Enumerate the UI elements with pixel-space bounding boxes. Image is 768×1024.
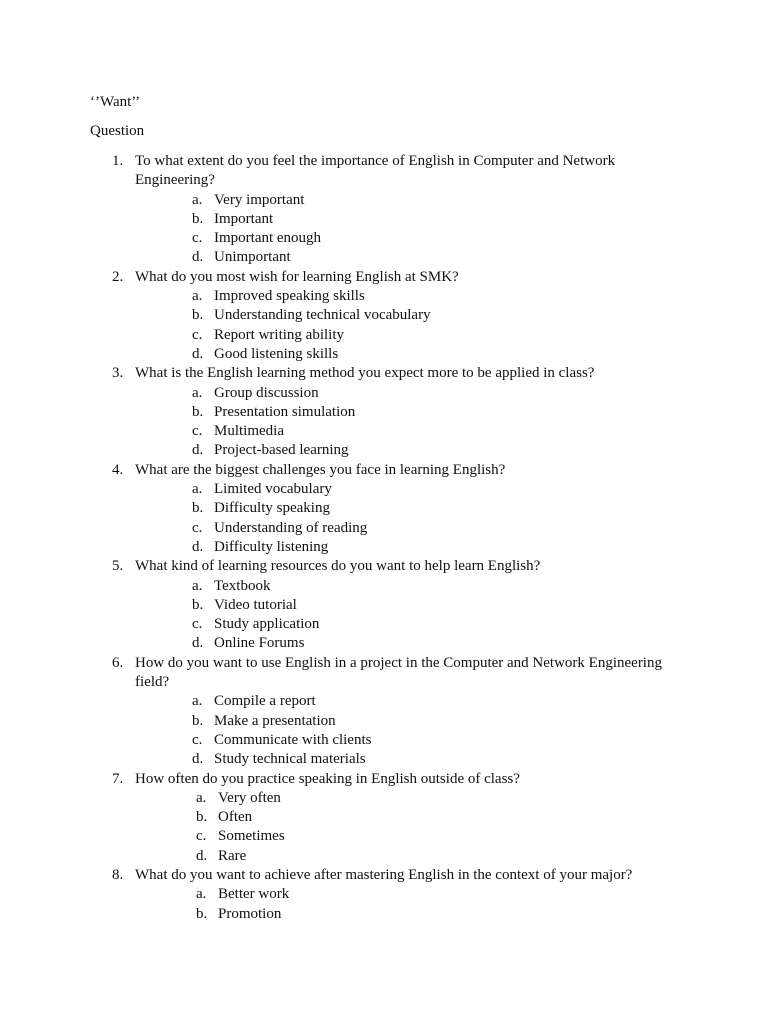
option-text: Better work: [218, 886, 290, 903]
question-item: [0, 654, 768, 770]
option-text: Difficulty listening: [214, 538, 329, 555]
question-line: [0, 461, 768, 480]
answer-option: [0, 577, 768, 596]
option-text: Very often: [218, 789, 281, 806]
question-line: [0, 866, 768, 885]
option-text: Very important: [214, 191, 305, 208]
answer-option: [0, 634, 768, 653]
question-item: [0, 461, 768, 557]
option-text: Report writing ability: [214, 326, 344, 343]
option-text: Video tutorial: [214, 596, 297, 613]
option-text: Compile a report: [214, 693, 316, 710]
option-letter: c.: [192, 326, 203, 343]
question-text: What do you most wish for learning English at SMK?: [135, 268, 459, 285]
option-letter: b.: [192, 403, 204, 420]
question-line: [0, 152, 768, 191]
option-list: [0, 191, 768, 268]
option-text: Important enough: [214, 230, 322, 247]
question-text: What is the English learning method you expect more to be applied in class?: [135, 365, 595, 382]
question-number: 2.: [112, 268, 124, 285]
option-text: Good listening skills: [214, 345, 339, 362]
question-number: 5.: [112, 558, 124, 575]
question-number: 3.: [112, 365, 124, 382]
answer-option: [0, 731, 768, 750]
option-letter: b.: [196, 905, 208, 922]
question-item: [0, 557, 768, 653]
option-letter: a.: [192, 384, 203, 401]
answer-option: [0, 750, 768, 769]
option-letter: a.: [192, 191, 203, 208]
option-list: [0, 885, 768, 924]
answer-option: [0, 808, 768, 827]
option-list: [0, 692, 768, 769]
option-letter: b.: [192, 712, 204, 729]
question-text: How do you want to use English in a project in the Computer and Network Engineering field?: [135, 654, 662, 691]
question-text: How often do you practice speaking in English outside of class?: [135, 770, 520, 787]
question-item: [0, 152, 768, 268]
answer-option: [0, 827, 768, 846]
option-letter: a.: [192, 577, 203, 594]
answer-option: [0, 441, 768, 460]
option-text: Communicate with clients: [214, 731, 372, 748]
option-text: Unimportant: [214, 249, 291, 266]
option-text: Sometimes: [218, 828, 285, 845]
answer-option: [0, 248, 768, 267]
option-text: Rare: [218, 847, 247, 864]
question-item: [0, 770, 768, 866]
option-letter: b.: [192, 307, 204, 324]
answer-option: [0, 287, 768, 306]
question-line: [0, 654, 768, 693]
option-letter: c.: [192, 616, 203, 633]
answer-option: [0, 789, 768, 808]
answer-option: [0, 326, 768, 345]
question-number: 8.: [112, 866, 124, 883]
question-line: [0, 770, 768, 789]
option-text: Textbook: [214, 577, 271, 594]
answer-option: [0, 403, 768, 422]
section-heading: Question: [90, 123, 145, 139]
option-letter: a.: [192, 693, 203, 710]
option-list: [0, 287, 768, 364]
question-item: [0, 866, 768, 924]
question-text: To what extent do you feel the importance of English in Computer and Network Engineering?: [135, 153, 616, 189]
document-title: ‘’Want’’: [90, 94, 141, 110]
option-list: [0, 384, 768, 461]
option-text: Presentation simulation: [214, 403, 356, 420]
option-text: Limited vocabulary: [214, 481, 332, 498]
answer-option: [0, 422, 768, 441]
answer-option: [0, 692, 768, 711]
option-letter: d.: [192, 751, 204, 768]
question-line: [0, 364, 768, 383]
option-letter: c.: [196, 828, 207, 845]
option-text: Understanding technical vocabulary: [214, 307, 431, 324]
answer-option: [0, 480, 768, 499]
option-letter: d.: [192, 249, 204, 266]
option-list: [0, 480, 768, 557]
option-text: Study technical materials: [214, 751, 366, 768]
answer-option: [0, 615, 768, 634]
option-letter: d.: [192, 345, 204, 362]
question-text: What are the biggest challenges you face in learning English?: [135, 461, 506, 478]
option-letter: c.: [192, 423, 203, 440]
answer-option: [0, 905, 768, 924]
option-list: [0, 789, 768, 866]
option-text: Make a presentation: [214, 712, 336, 729]
answer-option: [0, 596, 768, 615]
question-line: [0, 557, 768, 576]
option-letter: a.: [192, 481, 203, 498]
question-line: [0, 268, 768, 287]
option-letter: c.: [192, 731, 203, 748]
answer-option: [0, 229, 768, 248]
option-text: Group discussion: [214, 384, 319, 401]
answer-option: [0, 210, 768, 229]
option-text: Project-based learning: [214, 442, 349, 459]
option-letter: b.: [192, 596, 204, 613]
option-letter: c.: [192, 230, 203, 247]
option-letter: d.: [192, 635, 204, 652]
option-letter: d.: [192, 442, 204, 459]
answer-option: [0, 306, 768, 325]
question-number: 4.: [112, 461, 124, 478]
question-text: What kind of learning resources do you want to help learn English?: [135, 558, 541, 575]
answer-option: [0, 885, 768, 904]
option-text: Online Forums: [214, 635, 305, 652]
answer-option: [0, 712, 768, 731]
answer-option: [0, 847, 768, 866]
option-text: Study application: [214, 616, 320, 633]
option-letter: c.: [192, 519, 203, 536]
option-letter: a.: [196, 789, 207, 806]
option-text: Understanding of reading: [214, 519, 368, 536]
option-letter: b.: [192, 210, 204, 227]
answer-option: [0, 345, 768, 364]
question-text: What do you want to achieve after mastering English in the context of your major?: [135, 866, 633, 883]
option-text: Important: [214, 210, 274, 227]
question-item: [0, 364, 768, 460]
option-text: Multimedia: [214, 423, 284, 440]
option-text: Difficulty speaking: [214, 500, 330, 517]
option-letter: b.: [192, 500, 204, 517]
question-number: 1.: [112, 153, 124, 169]
option-text: Improved speaking skills: [214, 288, 365, 305]
option-letter: d.: [192, 538, 204, 555]
question-list: [0, 152, 768, 924]
option-list: [0, 577, 768, 654]
answer-option: [0, 191, 768, 210]
option-letter: b.: [196, 809, 208, 826]
answer-option: [0, 384, 768, 403]
question-number: 7.: [112, 770, 124, 787]
option-letter: a.: [196, 886, 207, 903]
answer-option: [0, 538, 768, 557]
option-text: Promotion: [218, 905, 282, 922]
option-text: Often: [218, 809, 253, 826]
option-letter: a.: [192, 288, 203, 305]
option-letter: d.: [196, 847, 208, 864]
answer-option: [0, 519, 768, 538]
question-number: 6.: [112, 654, 124, 671]
answer-option: [0, 499, 768, 518]
question-item: [0, 268, 768, 364]
